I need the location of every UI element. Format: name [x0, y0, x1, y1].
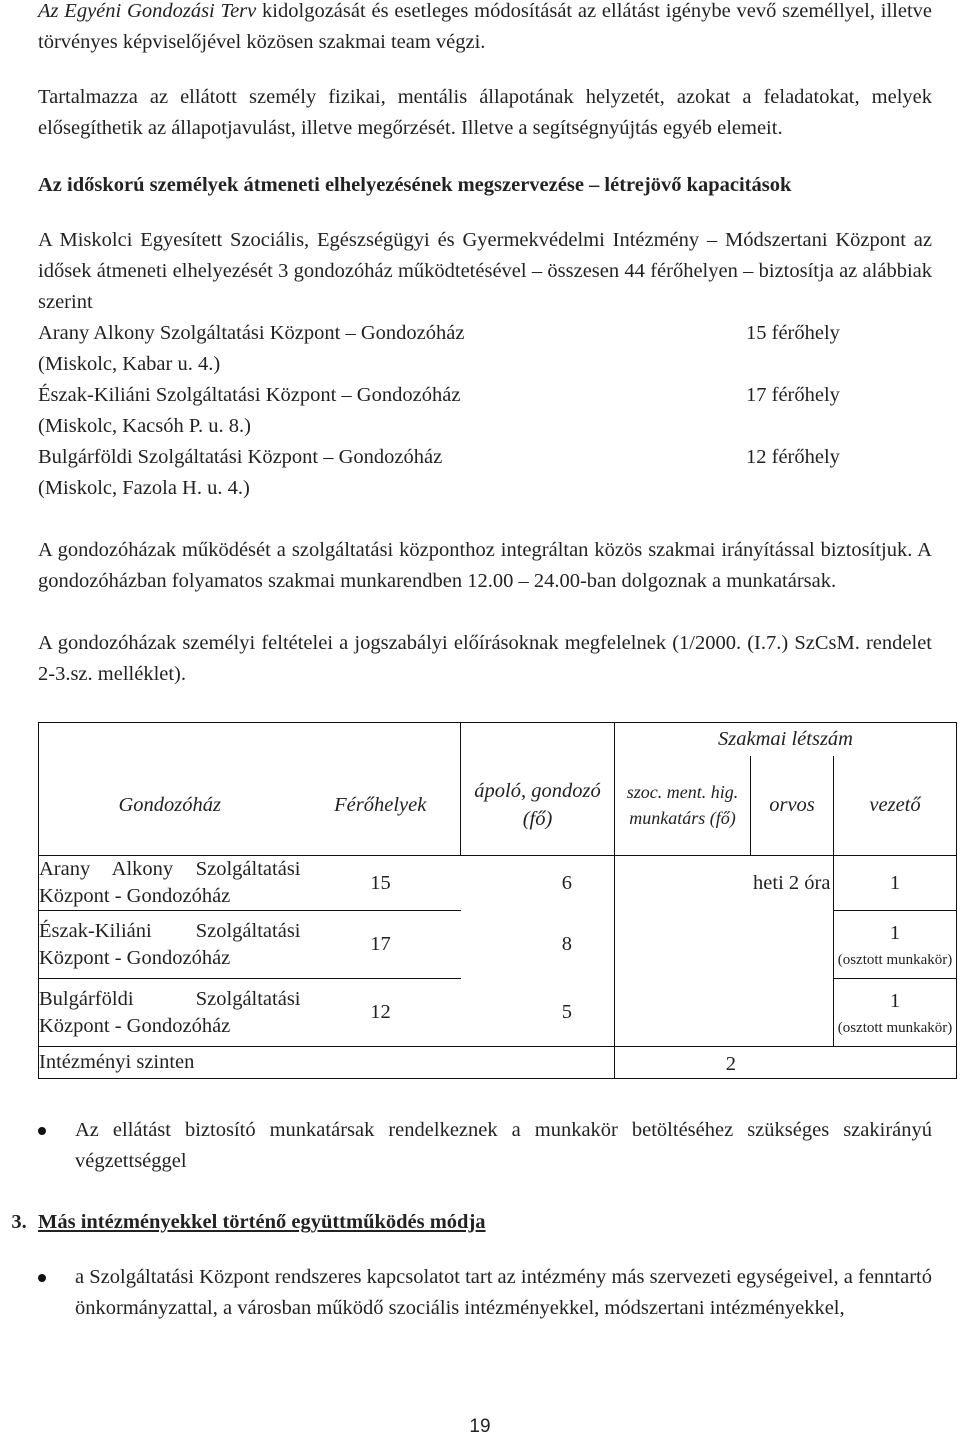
- care-home-operation-paragraph: A gondozóházak működését a szolgáltatási központhoz integráltan közös szakmai irányítással biztosítjuk. A gondozóházban folyamatos szakmai munkarendben 12.00 – 24.00-ban dolgoznak a munkatársak.: [38, 539, 932, 592]
- capacity-heading: Az időskorú személyek átmeneti elhelyezésének megszervezése – létrejövő kapacitások: [38, 174, 792, 196]
- institutional-level-value: 2: [725, 1053, 736, 1075]
- care-home-entry: [38, 442, 932, 473]
- qualification-bullet-text: Az ellátást biztosító munkatársak rendelkeznek a munkakör betöltéséhez szükséges szakirányú végzettséggel: [75, 1119, 932, 1172]
- leader-note: (osztott munkakör): [837, 952, 953, 968]
- table-cell-places: 12: [301, 979, 461, 1047]
- staff-count-group-header: Szakmai létszám: [615, 723, 957, 756]
- bullet-icon: [38, 1274, 46, 1282]
- table-row-home: Arany Alkony Szolgáltatási Központ - Gondozóház: [39, 856, 301, 911]
- section-3-heading: [0, 1207, 932, 1238]
- intro-paragraph-1-text: kidolgozását és esetleges módosítását az ellátást igénybe vevő személlyel, illetve törvényes képviselőjével közösen szakmai team végzi.: [38, 0, 932, 53]
- leader-count: 1: [889, 922, 901, 944]
- header-mental-hygiene-staff: szoc. ment. hig. munkatárs (fő): [615, 756, 751, 856]
- list-item: [75, 1115, 932, 1177]
- table-cell-hyg: [615, 911, 751, 979]
- table-cell-doctor: [751, 979, 834, 1047]
- table-cell-hyg: [615, 856, 751, 911]
- section-number: 3.: [11, 1211, 27, 1233]
- care-home-name: Bulgárföldi Szolgáltatási Központ – Gondozóház: [38, 446, 443, 468]
- staff-requirements-paragraph: A gondozóházak személyi feltételei a jogszabályi előírásoknak megfelelnek (1/2000. (I.7.) SzCsM. rendelet 2-3.sz. melléklet).: [38, 632, 932, 685]
- care-home-entry: [38, 380, 932, 411]
- bullet-icon: [38, 1127, 46, 1135]
- miskolc-paragraph: A Miskolci Egyesített Szociális, Egészségügyi és Gyermekvédelmi Intézmény – Módszertani Központ az idősek átmeneti elhelyezését 3 gondozóház működtetésével – összesen 44 férőhelyen – biztosítja az alábbiak szerint: [38, 229, 932, 313]
- page-number: 19: [469, 1416, 491, 1437]
- table-cell-carer: 5: [561, 1000, 572, 1023]
- care-home-address: (Miskolc, Fazola H. u. 4.): [38, 477, 250, 499]
- care-home-capacity: 15 férőhely: [746, 322, 840, 344]
- table-cell-leader: [834, 979, 957, 1047]
- table-cell-doctor: heti 2 óra: [751, 856, 834, 911]
- care-home-list: [38, 318, 932, 504]
- table-cell-carer: 8: [561, 933, 572, 955]
- care-home-address: (Miskolc, Kabar u. 4.): [38, 353, 221, 375]
- intro-paragraph-2: Tartalmazza az ellátott személy fizikai, mentális állapotának helyzetét, azokat a feladatokat, melyek elősegíthetik az állapotjavulást, illetve megőrzését. Illetve a segítségnyújtás egyéb elemeit.: [38, 86, 932, 139]
- institutional-level-label: Intézményi szinten: [39, 1051, 195, 1073]
- table-cell-carer: 6: [461, 856, 615, 911]
- header-leader: vezető: [834, 756, 957, 856]
- table-cell-hyg: [615, 979, 751, 1047]
- care-home-capacity: 17 férőhely: [746, 384, 840, 406]
- table-cell-doctor: [751, 911, 834, 979]
- intro-paragraph-1: [38, 0, 932, 58]
- table-cell-places: 15: [301, 856, 461, 911]
- care-home-capacity: 12 férőhely: [746, 446, 840, 468]
- care-home-entry: [38, 318, 932, 349]
- care-home-address: (Miskolc, Kacsóh P. u. 8.): [38, 415, 251, 437]
- individual-care-plan-term: Az Egyéni Gondozási Terv: [38, 0, 257, 22]
- cooperation-bullet-text: a Szolgáltatási Központ rendszeres kapcsolatot tart az intézmény más szervezeti egységeivel, a fenntartó önkormányzattal, a városban működő szociális intézményekkel, módszertani intézményekkel,: [75, 1266, 932, 1319]
- table-cell-leader: 1: [834, 856, 957, 911]
- header-places: Férőhelyek: [334, 793, 427, 816]
- care-home-name: Arany Alkony Szolgáltatási Központ – Gondozóház: [38, 322, 465, 344]
- table-cell-leader: [834, 911, 957, 979]
- header-doctor: orvos: [751, 756, 834, 856]
- list-item: [75, 1262, 932, 1324]
- section-title: Más intézményekkel történő együttműködés módja: [38, 1211, 486, 1233]
- leader-note: (osztott munkakör): [837, 1020, 953, 1036]
- leader-count: 1: [889, 990, 901, 1012]
- institutional-level-row: [39, 1047, 736, 1079]
- header-care-home: Gondozóház: [39, 756, 301, 856]
- table-row-home: Észak-Kiliáni Szolgáltatási Központ - Gondozóház: [39, 911, 301, 979]
- staff-table: [38, 722, 957, 1079]
- table-cell-places: 17: [301, 911, 461, 979]
- header-carer: ápoló, gondozó (fő): [461, 756, 615, 856]
- care-home-name: Észak-Kiliáni Szolgáltatási Központ – Gondozóház: [38, 384, 461, 406]
- table-row-home: Bulgárföldi Szolgáltatási Központ - Gondozóház: [39, 979, 301, 1047]
